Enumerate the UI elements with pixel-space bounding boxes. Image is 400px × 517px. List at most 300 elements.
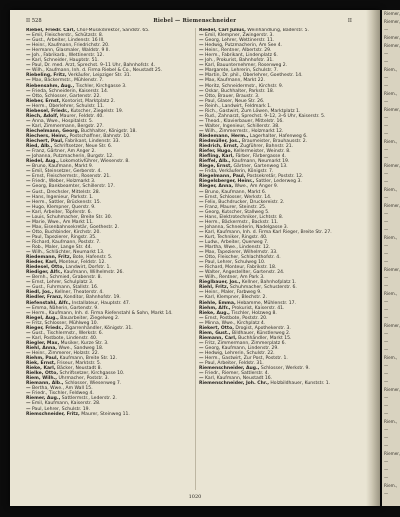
left-column bbox=[26, 28, 192, 490]
entry-details: Wilh., Rentner, Am Park 3. bbox=[203, 275, 265, 281]
entry-name: — bbox=[199, 224, 204, 230]
entry-name: — bbox=[26, 401, 31, 407]
entry-details: Theod., Klavierbauer, Mittelstr. 16. bbox=[203, 118, 284, 124]
facing-page-fragment: — bbox=[384, 147, 389, 152]
facing-page-fragment: — bbox=[384, 155, 389, 160]
entry-details: Heinr., Kaufmann, Friedrichstr. 20. bbox=[30, 43, 110, 49]
facing-page-fragment: Riemer, bbox=[384, 451, 400, 456]
entry-name: — bbox=[26, 305, 31, 311]
entry-details: Franz, Maurer, Steinstr. 25. bbox=[203, 204, 267, 210]
entry-name: — bbox=[26, 280, 31, 286]
entry-name: — bbox=[26, 245, 31, 251]
entry-details: Walter, Ingenieur, Schillerstr. 38. bbox=[203, 123, 280, 129]
facing-page-fragment: Riem., bbox=[384, 419, 398, 424]
entry-name: Riemann, Carl, bbox=[199, 335, 237, 341]
facing-page-fragment: — bbox=[384, 131, 389, 136]
entry-name: Rieder, Karl, bbox=[26, 260, 58, 266]
entry-name: — bbox=[26, 199, 31, 205]
entry-name: — bbox=[26, 38, 31, 44]
entry-details: Gust., Arbeiter, Lindenstr. 16 III. bbox=[30, 38, 105, 44]
entry-details: Max, Eisenbahnsekretär, Goethestr. 2. bbox=[30, 224, 119, 230]
entry-name: — bbox=[199, 315, 204, 321]
entry-details: Ernst, Schlosser, Werkstr. 14. bbox=[203, 194, 272, 200]
entry-name: — bbox=[26, 123, 31, 129]
facing-page-fragment: Riemer, bbox=[384, 107, 400, 112]
page-reference: II 528 bbox=[26, 18, 42, 24]
entry-details: Wilh., Zimmermstr., Holzmarkt 12. bbox=[203, 128, 284, 134]
entry-name: — bbox=[26, 174, 31, 180]
facing-page-fragment: — bbox=[384, 403, 389, 408]
page-folio: 1020 bbox=[188, 494, 202, 500]
entry-details: Kaufmann, Neumarkt 19. bbox=[230, 159, 290, 165]
facing-page-fragment: — bbox=[384, 275, 389, 280]
entry-details: Bauarbeiter, Ziegelweg 2. bbox=[58, 315, 120, 321]
entry-name: Riegelsberger, Heinr., bbox=[199, 179, 255, 185]
entry-details: Paul, Dr. med. Arzt, Sprechst. 9–11 Uhr, Bahnhofstr. 4. bbox=[30, 63, 156, 69]
facing-page-fragment: — bbox=[384, 283, 389, 288]
entry-name: Rieffel, Alb., bbox=[199, 159, 231, 165]
entry-details: Zigarrenhändler, Königstr. 31. bbox=[63, 325, 133, 331]
entry-details: Kellner, Bahnhofplatz 1. bbox=[240, 280, 297, 286]
entry-name: Riegel, Aug., bbox=[26, 315, 59, 321]
facing-page-fragment: Riemer, bbox=[384, 387, 400, 392]
entry-name: — bbox=[199, 270, 204, 276]
entry-name: Riedel, Aug., bbox=[26, 159, 59, 165]
entry-details: Schlosser, Werkstr. 9. bbox=[259, 366, 310, 372]
entry-details: Rich., Gastwirt, Zum Löwen, Marktplatz 1. bbox=[203, 108, 301, 114]
entry-details: Drogist, Apothekerstr. 3. bbox=[233, 325, 291, 331]
entry-name: Riehm, Paul, bbox=[26, 356, 59, 362]
entry-details: Bernh., Schmied, Grabenstr. 8. bbox=[30, 275, 102, 281]
entry-details: Karl, Schneider, Hauptstr. 51. bbox=[30, 58, 99, 64]
entry-name: — bbox=[26, 219, 31, 225]
entry-name: Riehle, Emma, bbox=[199, 300, 236, 306]
entry-name: — bbox=[199, 209, 204, 215]
facing-page-fragment: Riem., bbox=[384, 187, 398, 192]
facing-page-fragment: — bbox=[384, 259, 389, 264]
facing-page-fragment: — bbox=[384, 251, 389, 256]
entry-name: Riebensahm, Aug., bbox=[26, 83, 75, 89]
facing-page-fragment: — bbox=[384, 363, 389, 368]
entry-name: Riem, Gust., bbox=[199, 330, 231, 336]
facing-page-fragment: — bbox=[384, 427, 389, 432]
entry-details: Postsekretär, Poststr. 12. bbox=[245, 174, 304, 180]
entry-name: — bbox=[199, 320, 204, 326]
entry-details: Margarete, Lehrerin, Schulstr. 7. bbox=[203, 68, 279, 74]
entry-name: Riehl, Anna, bbox=[26, 345, 58, 351]
facing-page-fragment: — bbox=[384, 475, 389, 480]
entry-details: Hans, Ingenieur, Parkstr. 1. bbox=[30, 194, 94, 200]
entry-name: — bbox=[199, 68, 204, 74]
entry-details: Emma, Näherin, Gartenstr. 9. bbox=[30, 305, 99, 311]
facing-page-fragment: Riem., bbox=[384, 139, 398, 144]
entry-details: Emil, Steinsetzer, Gerberstr. 4. bbox=[30, 169, 102, 175]
entry-details: Braumeister, Brauhausstr. 2. bbox=[240, 139, 308, 145]
entry-name: Riefer, Hugo, bbox=[199, 149, 233, 155]
entry-details: Hans, Elektrotechniker, Lichtstr. 8. bbox=[203, 214, 284, 220]
entry-details: Kontorist, Marktplatz 2. bbox=[60, 98, 116, 104]
entry-name: — bbox=[199, 123, 204, 129]
facing-page-fragment: Riemer, bbox=[384, 19, 400, 24]
entry-details: Joh., Fabrikarb., Wettinerstr. 12. bbox=[30, 53, 104, 59]
entry-details: Uhrmacher, Poststr. 3. bbox=[57, 376, 109, 382]
entry-name: — bbox=[26, 209, 31, 215]
entry-details: Musiker, Kurze Str. 3. bbox=[59, 340, 109, 346]
facing-page-fragment: — bbox=[384, 27, 389, 32]
entry-name: — bbox=[199, 376, 204, 382]
entry-details: Gärtner, Gartenweg 13. bbox=[232, 164, 288, 170]
entry-name: Riehl, Fritz, bbox=[199, 285, 229, 291]
entry-name: Riehm, Alfr., bbox=[199, 305, 231, 311]
entry-name: Riemer, Aug., bbox=[26, 396, 61, 402]
entry-details: Heinr., Maler, Farbweg 9. bbox=[203, 290, 262, 296]
entry-name: Riediger, Alfr., bbox=[26, 270, 63, 276]
entry-details: Max, Bäckermstr., Mühlenstr. 7. bbox=[30, 78, 104, 84]
entry-name: Rieger, Friedr., bbox=[26, 325, 64, 331]
entry-details: Friedr., Tischler, Feldweg 4. bbox=[30, 391, 94, 397]
entry-details: Postschaffner, Bahnstr. 10. bbox=[68, 133, 131, 139]
entry-name: — bbox=[26, 229, 31, 235]
facing-page-fragment: — bbox=[384, 83, 389, 88]
column-rule bbox=[195, 28, 196, 490]
entry-details: Sattlermstr., Lederstr. 2. bbox=[60, 396, 117, 402]
facing-page-fragment: — bbox=[384, 331, 389, 336]
entry-details: Martha, Wwe., Lindenstr. 12. bbox=[203, 245, 271, 251]
entry-name: Riebesel, Friedr., bbox=[26, 108, 70, 114]
entry-name: — bbox=[26, 103, 31, 109]
entry-details: Wwe., Am Anger 9. bbox=[233, 184, 279, 190]
entry-name: — bbox=[199, 98, 204, 104]
entry-name: Riedrich, Ernst, bbox=[199, 144, 239, 150]
entry-details: Herm., Oberlehrer, Schulstr. 11. bbox=[30, 103, 105, 109]
entry-details: Oskar, Buchhalter, Parkstr. 18. bbox=[203, 88, 275, 94]
entry-details: Herm., Fabrikant, Lindenplatz 6. bbox=[203, 53, 278, 59]
entry-details: Paul, Arbeiter, Feldstr. 31. bbox=[203, 361, 264, 367]
entry-details: Kutscher, Ziegelstr. 19. bbox=[69, 108, 124, 114]
entry-name: — bbox=[26, 214, 31, 220]
entry-details: Felix, Buchdrucker, Druckereistr. 2. bbox=[203, 199, 285, 205]
entry-name: — bbox=[26, 68, 31, 74]
facing-page-fragment: — bbox=[384, 51, 389, 56]
entry-details: Bruno, Kaufmann, Markt 9. bbox=[30, 164, 94, 170]
entry-details: Paul, Tapezierer, Ringstr. 35. bbox=[30, 234, 97, 240]
entry-details: Fabrikant, Lindenstr. 33. bbox=[63, 139, 120, 145]
entry-name: Riefling, Karl, bbox=[199, 154, 234, 160]
facing-page-fragment: — bbox=[384, 171, 389, 176]
entry-details: Frida, Verkäuferin, Königstr. 7. bbox=[203, 169, 274, 175]
entry-name: — bbox=[199, 118, 204, 124]
facing-page-fragment: Riemer, bbox=[384, 163, 400, 168]
entry-name: — bbox=[199, 295, 204, 301]
facing-page-fragment: — bbox=[384, 435, 389, 440]
entry-name: — bbox=[26, 48, 31, 54]
entry-details: Schuhmacher, Schusterstr. 6. bbox=[228, 285, 297, 291]
entry-details: Wwe., Sandweg 18. bbox=[57, 345, 104, 351]
entry-details: Färber, Färbergasse 4. bbox=[234, 154, 287, 160]
entry-name: Riem, Wilh., bbox=[26, 376, 58, 382]
entry-details: Landwirt, Dorfstr. 1. bbox=[64, 265, 111, 271]
entry-name: — bbox=[199, 33, 204, 39]
right-column bbox=[199, 28, 365, 490]
binding-gutter bbox=[366, 10, 380, 506]
entry-details: Karl, Kaufmann, Neustadt 16. bbox=[203, 376, 273, 382]
entry-name: Riedl, Jos., bbox=[26, 290, 54, 296]
directory-entry bbox=[26, 412, 192, 417]
entry-name: Riech, Adolf, bbox=[26, 113, 59, 119]
entry-name: Riemenschneider, Aug., bbox=[199, 366, 260, 372]
facing-page-fragment: — bbox=[384, 123, 389, 128]
entry-details: Konditor, Bahnhofstr. 19. bbox=[62, 295, 121, 301]
entry-details: Franz, Gärtner, Am Anger 2. bbox=[30, 149, 96, 155]
entry-name: Riege, Ernst, bbox=[199, 164, 232, 170]
entry-details: Hermann, Glasmaler, Waldstr. 9 II. bbox=[30, 48, 110, 54]
entry-name: — bbox=[26, 88, 31, 94]
entry-details: Hebamme, Mühlenstr. 17. bbox=[235, 300, 296, 306]
entry-details: Buchhalter, Königstr. 18. bbox=[79, 128, 137, 134]
entry-name: — bbox=[199, 219, 204, 225]
entry-details: Kurt, Techniker, Ringstr. 40. bbox=[203, 234, 268, 240]
entry-name: — bbox=[26, 391, 31, 397]
entry-details: Holzbildhauer, Kunststr. 1. bbox=[268, 381, 331, 387]
entry-details: Schlosser, Wiesenweg 7. bbox=[63, 381, 122, 387]
entry-name: — bbox=[199, 113, 204, 119]
entry-details: Heinr., Zimmerer, Holzstr. 22. bbox=[30, 351, 100, 356]
entry-name: Riebel, Friedr. Carl, bbox=[26, 28, 76, 33]
facing-page-fragment: — bbox=[384, 411, 389, 416]
entry-name: — bbox=[26, 43, 31, 49]
entry-name: — bbox=[199, 245, 204, 251]
entry-name: — bbox=[199, 38, 204, 44]
facing-page-fragment: — bbox=[384, 195, 389, 200]
entry-details: Minna, Wwe., Kirchplatz 4. bbox=[203, 320, 266, 326]
entry-name: Riedler, Franz, bbox=[26, 295, 63, 301]
directory-entry bbox=[199, 381, 365, 386]
entry-name: — bbox=[26, 58, 31, 64]
entry-name: Riedmüller, Jos., bbox=[199, 139, 241, 145]
entry-details: Martin, Dr. phil., Oberlehrer, Goethestr. 14. bbox=[203, 73, 303, 79]
facing-page-fragment: Riemer, bbox=[384, 43, 400, 48]
entry-name: — bbox=[199, 194, 204, 200]
entry-name: — bbox=[199, 63, 204, 69]
facing-page-fragment: — bbox=[384, 315, 389, 320]
entry-name: — bbox=[26, 33, 31, 39]
facing-page-fragment: Riemer, bbox=[384, 323, 400, 328]
entry-name: Riek, Ernst, bbox=[26, 361, 56, 367]
entry-name: Riegelmann, Paul, bbox=[199, 174, 246, 180]
entry-details: Karl, Bauunternehmer, Rosenweg 2. bbox=[203, 63, 288, 69]
entry-name: — bbox=[199, 371, 204, 377]
facing-page-fragment: — bbox=[384, 115, 389, 120]
entry-name: — bbox=[26, 93, 31, 99]
entry-name: — bbox=[199, 83, 204, 89]
entry-details: Paul, Glaser, Neue Str. 26. bbox=[203, 98, 265, 104]
facing-page-fragment: Riem., bbox=[384, 355, 398, 360]
entry-details: Weinhandlung, Baderstr. 5. bbox=[245, 28, 310, 33]
entry-details: Prokurist, Kaiserstr. 41. bbox=[230, 305, 285, 311]
entry-name: — bbox=[199, 199, 204, 205]
entry-details: Karl, Klempner, Blechstr. 2. bbox=[203, 295, 267, 301]
entry-name: — bbox=[199, 73, 204, 79]
entry-name: — bbox=[26, 406, 31, 412]
entry-details: Marie, Wwe., Am Markt 11. bbox=[30, 219, 94, 225]
facing-page-fragment: — bbox=[384, 459, 389, 464]
entry-details: Installateur, Hauptstr. 47. bbox=[70, 300, 131, 306]
entry-name: Rieke, Karl, bbox=[26, 366, 56, 372]
facing-page-fragment: Riem., bbox=[384, 235, 398, 240]
volume-reference: II bbox=[347, 18, 352, 24]
entry-name: Riechers, Heinr., bbox=[26, 133, 69, 139]
entry-name: — bbox=[26, 154, 31, 160]
entry-name: — bbox=[199, 189, 204, 195]
entry-name: — bbox=[199, 290, 204, 296]
entry-name: Riebeling, Fritz, bbox=[26, 73, 67, 79]
entry-details: Moritz, Schneidermstr., Kirchstr. 9. bbox=[203, 83, 284, 89]
entry-name: — bbox=[199, 345, 204, 351]
entry-name: Riemenschneider, Joh. Chr., bbox=[199, 381, 269, 387]
entry-details: Schriftsetzer, Neue Str. 6. bbox=[52, 144, 113, 150]
entry-details: Max, Kaufmann, Markt 22. bbox=[203, 78, 265, 84]
entry-name: — bbox=[26, 224, 31, 230]
entry-details: Georg, Kaufmann, Lindenstr. 29. bbox=[203, 345, 279, 351]
entry-name: — bbox=[199, 265, 204, 271]
entry-name: — bbox=[199, 43, 204, 49]
entry-details: Herm., Sattler, Brückenstr. 15. bbox=[30, 199, 102, 205]
entry-name: — bbox=[26, 189, 31, 195]
facing-page-fragment: — bbox=[384, 379, 389, 384]
entry-name: — bbox=[26, 118, 31, 124]
entry-details: Rob., Maler, Lange Str. 44. bbox=[30, 245, 93, 251]
entry-details: Lagerhalter, Hafenweg 6. bbox=[248, 133, 308, 139]
entry-details: Bäcker, Neustadt 8. bbox=[55, 366, 102, 372]
facing-page-fragment: Riemer, bbox=[384, 203, 400, 208]
entry-name: — bbox=[199, 214, 204, 220]
entry-name: Rieglbauer, Jos., bbox=[199, 280, 241, 286]
facing-page-fragment: Riem., bbox=[384, 291, 398, 296]
facing-page-fragment: — bbox=[384, 299, 389, 304]
entry-name: Riechelmann, Georg, bbox=[26, 128, 80, 134]
entry-details: Lokomotivführer, Wiesenstr. 8. bbox=[58, 159, 130, 165]
entry-details: Heinr., Rentner, Albertstr. 29. bbox=[203, 48, 272, 54]
entry-name: — bbox=[26, 250, 31, 256]
facing-page-fragment: Riemer, bbox=[384, 267, 400, 272]
entry-details: Monteur, Feldstr. 12. bbox=[57, 260, 106, 266]
entry-details: Hugo, Klempner, Querstr. 9. bbox=[30, 204, 96, 210]
facing-page-fragment: — bbox=[384, 371, 389, 376]
entry-name: — bbox=[199, 108, 204, 114]
entry-name: — bbox=[199, 260, 204, 266]
running-title: Riebel — Riemenschneider bbox=[153, 18, 237, 24]
entry-details: Richard, Kaufmann, Poststr. 7. bbox=[30, 239, 101, 245]
entry-details: Kellermeister, Weinstr. 8. bbox=[232, 149, 291, 155]
entry-name: — bbox=[199, 361, 204, 367]
entry-details: Georg, Kutscher, Stallweg 5. bbox=[203, 209, 270, 215]
entry-details: Paul, Lehrer, Schulweg 10. bbox=[203, 260, 266, 266]
entry-details: Tischler, Holzweg 8. bbox=[229, 310, 277, 316]
entry-name: — bbox=[199, 169, 204, 175]
facing-page-fragment: — bbox=[384, 467, 389, 472]
entry-details: Kellner, Theaterstr. 4. bbox=[53, 290, 104, 296]
entry-details: Otto, Buchbinder, Kirchstr. 20. bbox=[30, 229, 101, 235]
entry-name: — bbox=[26, 335, 31, 341]
entry-name: Ried, Alb., bbox=[26, 144, 53, 150]
entry-details: Paul, Lehrer, Schulstr. 19. bbox=[30, 406, 90, 412]
entry-details: Karl, Postbote, Lindenstr. 40. bbox=[30, 335, 98, 341]
entry-details: Joh., Prokurist, Bahnhofstr. 31. bbox=[203, 58, 274, 64]
entry-name: — bbox=[199, 78, 204, 84]
entry-details: Bote, Hafenstr. 5. bbox=[71, 255, 113, 261]
entry-details: Verkäufer, Leipziger Str. 31. bbox=[66, 73, 132, 79]
entry-name: — bbox=[199, 128, 204, 134]
entry-details: Fritz, Zimmermann, Zimmerplatz 6. bbox=[203, 340, 286, 346]
facing-page-fragment: — bbox=[384, 339, 389, 344]
entry-name: Rielke, Otto, bbox=[26, 371, 59, 377]
facing-page-fragment: — bbox=[384, 227, 389, 232]
entry-name: — bbox=[26, 239, 31, 245]
entry-details: Bertha, Wwe., Am Wall 15. bbox=[30, 386, 93, 392]
entry-details: Rud., Zahnarzt, Sprechst. 9–12, 3–6 Uhr, Kaiserstr. 5. bbox=[203, 113, 326, 119]
facing-page-fragment: — bbox=[384, 99, 389, 104]
facing-page-fragment: — bbox=[384, 395, 389, 400]
entry-name: — bbox=[26, 149, 31, 155]
facing-page-fragment: Riemer, bbox=[384, 11, 400, 16]
entry-name: — bbox=[26, 194, 31, 200]
entry-details: Bruno, Kaufmann, Markt 6. bbox=[203, 189, 267, 195]
entry-details: Karl, Zimmermann, Bergstr. 27. bbox=[30, 123, 104, 129]
entry-details: Herm., Gastwirt, Zur Post, Poststr. 1. bbox=[203, 356, 288, 362]
entry-name: — bbox=[26, 330, 31, 336]
entry-name: — bbox=[199, 250, 204, 256]
entry-name: — bbox=[199, 351, 204, 356]
entry-name: — bbox=[26, 169, 31, 175]
entry-name: — bbox=[199, 255, 204, 261]
entry-details: Frieda, Schneiderin, Kaiserstr. 14. bbox=[30, 88, 109, 94]
facing-page-fragment: Riem., bbox=[384, 91, 398, 96]
entry-name: Riefenstahl, Alfr., bbox=[26, 300, 71, 306]
entry-name: Rieber, Ernst, bbox=[26, 98, 61, 104]
entry-details: Georg, Bankbeamter, Schillerstr. 17. bbox=[30, 184, 115, 190]
entry-details: Walter, Angestellter, Gartenstr. 24. bbox=[203, 270, 285, 276]
entry-name: Riemschneider, Fritz, bbox=[26, 411, 80, 417]
entry-details: Herm., Kaufmann, Inh. d. Firma Riefenstahl & Sohn, Markt 14. bbox=[30, 310, 173, 316]
entry-details: Herm., Bäckermstr., Backstr. 11. bbox=[203, 219, 279, 225]
entry-details: Friedr., Weber, Holzmarkt 3. bbox=[30, 179, 96, 185]
entry-details: Sattler, Lederweg 3. bbox=[254, 179, 302, 185]
entry-name: — bbox=[26, 285, 31, 291]
entry-name: — bbox=[26, 78, 31, 84]
entry-name: — bbox=[199, 275, 204, 281]
entry-name: — bbox=[26, 234, 31, 240]
entry-name: — bbox=[26, 179, 31, 185]
entry-details: Kaufmann, Breite Str. 12. bbox=[58, 356, 117, 362]
entry-details: Louis, Schuhmacher, Breite Str. 30. bbox=[30, 214, 113, 220]
facing-page-fragment: — bbox=[384, 219, 389, 224]
entry-name: — bbox=[199, 340, 204, 346]
facing-page-fragment: — bbox=[384, 211, 389, 216]
entry-name: Rieger, Anna, bbox=[199, 184, 234, 190]
entry-name: — bbox=[199, 48, 204, 54]
entry-details: Wilh., Schlächter, Neumarkt 13. bbox=[30, 250, 105, 256]
entry-details: Johanna, Putzmacherin, Burgstr. 12. bbox=[30, 154, 114, 160]
entry-name: Rieke, Aug., bbox=[199, 310, 230, 316]
entry-name: Riedel, Carl Julius, bbox=[199, 28, 246, 33]
entry-name: — bbox=[199, 204, 204, 210]
entry-details: Otto, Schlosser, Gartenstr. 22. bbox=[30, 93, 101, 99]
entry-details: Ernst, Postbote, Poststr. 20. bbox=[203, 315, 268, 321]
entry-name: — bbox=[199, 356, 204, 362]
entry-name: — bbox=[199, 234, 204, 240]
facing-page-fragment: — bbox=[384, 307, 389, 312]
entry-details: Friseur, Marktstr. 5. bbox=[55, 361, 102, 367]
